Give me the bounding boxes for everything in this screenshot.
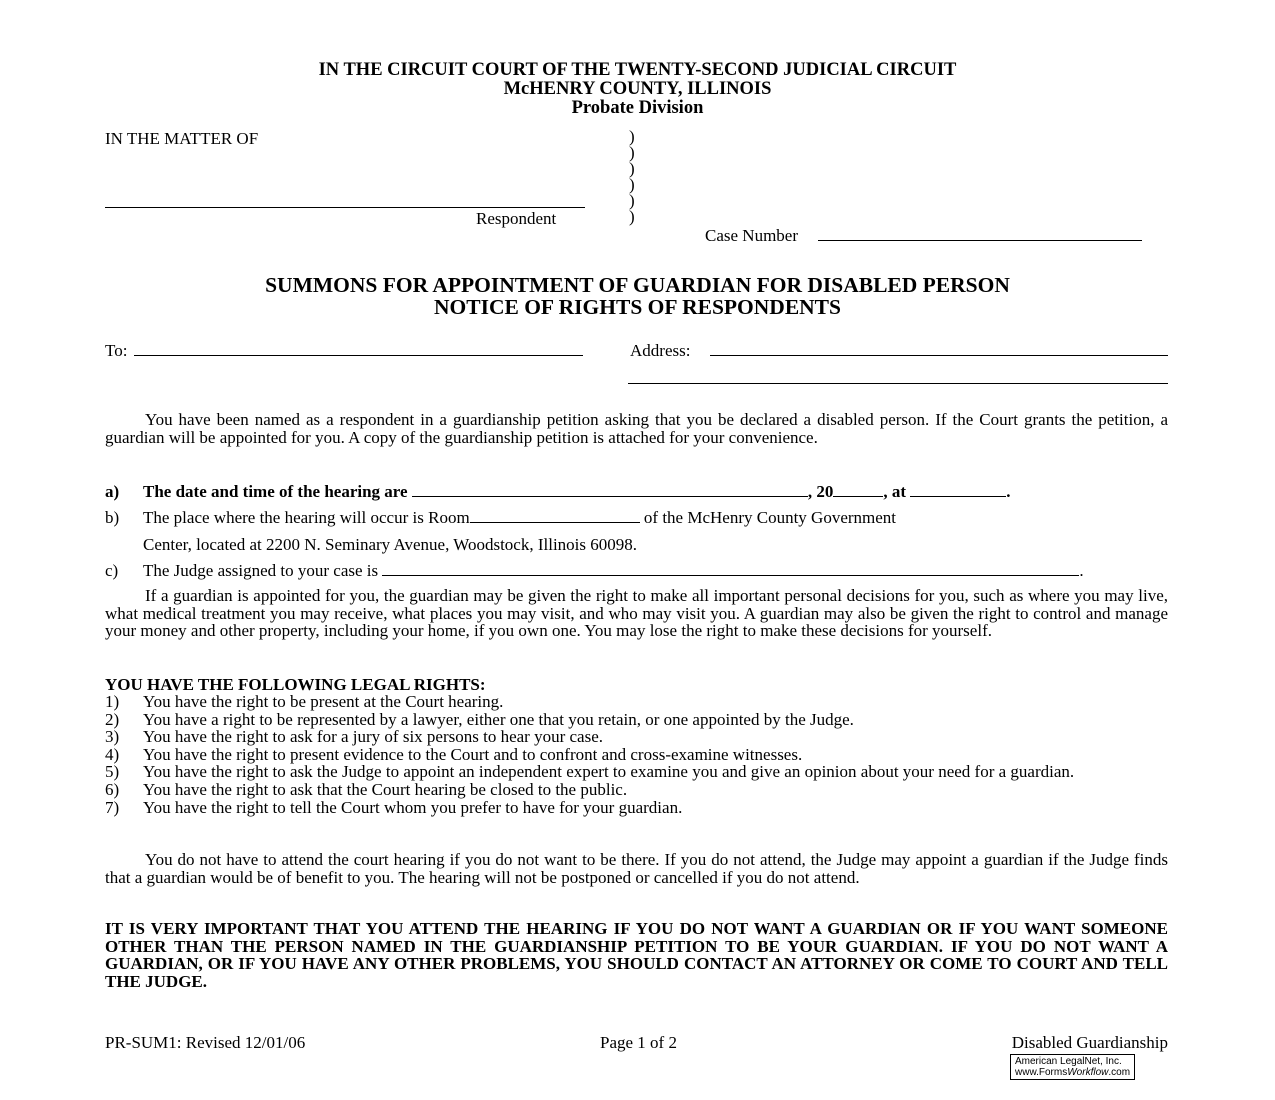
to-field[interactable] <box>134 355 583 356</box>
year-prefix: , 20 <box>807 482 834 501</box>
item-label: b) <box>105 508 120 527</box>
rights-item <box>105 746 1168 764</box>
item-text: You have the right to be present at the Court hearing. <box>143 692 504 711</box>
rights-item <box>105 728 1168 746</box>
period: . <box>1079 561 1084 580</box>
item-label: c) <box>105 561 119 580</box>
attendance-paragraph <box>105 851 1168 886</box>
paren: ) <box>629 207 635 226</box>
logo-text: .com <box>1108 1067 1131 1078</box>
rights-item <box>105 763 1168 781</box>
american-legalnet-logo <box>1010 1054 1135 1080</box>
item-text: You have the right to tell the Court whom you prefer to have for your guardian. <box>143 797 683 817</box>
guardian-paragraph <box>105 587 1168 640</box>
intro-text: You have been named as a respondent in a guardianship petition asking that you be declared a disabled person. If the Court grants the petition, a guardian will be appointed for you. A copy of the guardianship petition is attached for your convenience. <box>105 410 1168 447</box>
logo-line <box>1015 1067 1130 1078</box>
hearing-date-text: The date and time of the hearing are <box>143 482 408 501</box>
period: . <box>1006 482 1011 501</box>
item-number: 1) <box>105 692 120 711</box>
hearing-year-field[interactable] <box>833 482 883 497</box>
case-number-field[interactable] <box>818 240 1142 241</box>
division-name: Probate Division <box>571 98 704 118</box>
form-type: Disabled Guardianship <box>1011 1033 1168 1052</box>
item-text: You have the right to present evidence to the Court and to confront and cross-examine witnesses. <box>143 744 803 764</box>
paren: ) <box>629 159 635 178</box>
logo-text: www.Forms <box>1015 1067 1068 1078</box>
warning-paragraph: IT IS VERY IMPORTANT THAT YOU ATTEND THE HEARING IF YOU DO NOT WANT A GUARDIAN OR IF YOU WANT SOMEONE OTHER THAN THE PERSON NAMED IN THE GUARDIANSHIP PETITION TO BE YOUR GUARDIAN. IF YOU DO NOT WANT A GUARDIAN, OR IF YOU HAVE ANY OTHER PROBLEMS, YOU SHOULD CONTACT AN ATTORNEY OR COME TO COURT AND TELL THE JUDGE. <box>105 919 1168 991</box>
logo-text: Workflow <box>1067 1067 1109 1078</box>
hearing-place-text: of the McHenry County Government <box>643 508 897 527</box>
to-label: To: <box>105 341 128 360</box>
paren: ) <box>629 191 635 210</box>
item-number: 3) <box>105 727 120 747</box>
paren: ) <box>629 143 635 162</box>
rights-item <box>105 781 1168 799</box>
hearing-address-text: Center, located at 2200 N. Seminary Avenue, Woodstock, Illinois 60098. <box>143 535 638 554</box>
guardian-text: If a guardian is appointed for you, the guardian may be given the right to make all important personal decisions for you, such as where you may live, what medical treatment you may receive, what places you may visit, and who may visit you. A guardian may also be given the right to control and manage your money and other property, including your home, if you own one. You may lose the right to make these decisions for yourself. <box>105 586 1168 641</box>
respondent-label: Respondent <box>476 209 557 228</box>
case-number-label: Case Number <box>705 226 799 245</box>
judge-field[interactable] <box>382 561 1079 576</box>
county-name: McHENRY COUNTY, ILLINOIS <box>503 79 772 99</box>
rights-heading: YOU HAVE THE FOLLOWING LEGAL RIGHTS: <box>105 675 486 694</box>
intro-paragraph <box>105 411 1168 446</box>
rights-item <box>105 799 1168 817</box>
address-field-line1[interactable] <box>710 355 1168 356</box>
title-line: NOTICE OF RIGHTS OF RESPONDENTS <box>434 295 841 319</box>
court-name: IN THE CIRCUIT COURT OF THE TWENTY-SECOND JUDICIAL CIRCUIT <box>318 60 957 80</box>
form-number: PR-SUM1: Revised 12/01/06 <box>105 1033 306 1052</box>
item-text: You have the right to ask the Judge to appoint an independent expert to examine you and give an opinion about your need for a guardian. <box>143 762 1075 782</box>
rights-item <box>105 711 1168 729</box>
item-text: You have a right to be represented by a lawyer, either one that you retain, or one appointed by the Judge. <box>143 709 854 729</box>
hearing-place-text: The place where the hearing will occur is Room <box>143 508 470 527</box>
page-number: Page 1 of 2 <box>600 1033 677 1052</box>
hearing-place-line <box>105 508 1175 528</box>
paren: ) <box>629 175 635 194</box>
respondent-name-field[interactable] <box>105 207 585 208</box>
room-field[interactable] <box>470 508 640 523</box>
item-number: 7) <box>105 797 120 817</box>
item-number: 2) <box>105 709 120 729</box>
at-label: , at <box>883 482 907 501</box>
matter-label: IN THE MATTER OF <box>105 129 259 148</box>
item-label: a) <box>105 482 120 501</box>
court-header <box>0 61 1275 118</box>
hearing-time-field[interactable] <box>910 482 1006 497</box>
hearing-date-field[interactable] <box>412 482 808 497</box>
logo-line: American LegalNet, Inc. <box>1015 1056 1122 1067</box>
item-number: 5) <box>105 762 120 782</box>
rights-list <box>105 693 1168 816</box>
item-text: You have the right to ask for a jury of six persons to hear your case. <box>143 727 604 747</box>
item-number: 6) <box>105 779 120 799</box>
hearing-date-line <box>105 482 1175 502</box>
attendance-text: You do not have to attend the court hearing if you do not want to be there. If you do not attend, the Judge may appoint a guardian if the Judge finds that a guardian would be of benefit to you. The hearing will not be postponed or cancelled if you do not attend. <box>105 850 1168 887</box>
judge-text: The Judge assigned to your case is <box>143 561 379 580</box>
address-field-line2[interactable] <box>628 383 1168 384</box>
item-number: 4) <box>105 744 120 764</box>
address-label: Address: <box>630 341 691 360</box>
document-title <box>0 274 1275 318</box>
item-text: You have the right to ask that the Court hearing be closed to the public. <box>143 779 628 799</box>
caption-parens <box>629 129 635 225</box>
rights-item <box>105 693 1168 711</box>
title-line: SUMMONS FOR APPOINTMENT OF GUARDIAN FOR DISABLED PERSON <box>265 273 1010 297</box>
paren: ) <box>629 127 635 146</box>
judge-line <box>105 561 1175 581</box>
